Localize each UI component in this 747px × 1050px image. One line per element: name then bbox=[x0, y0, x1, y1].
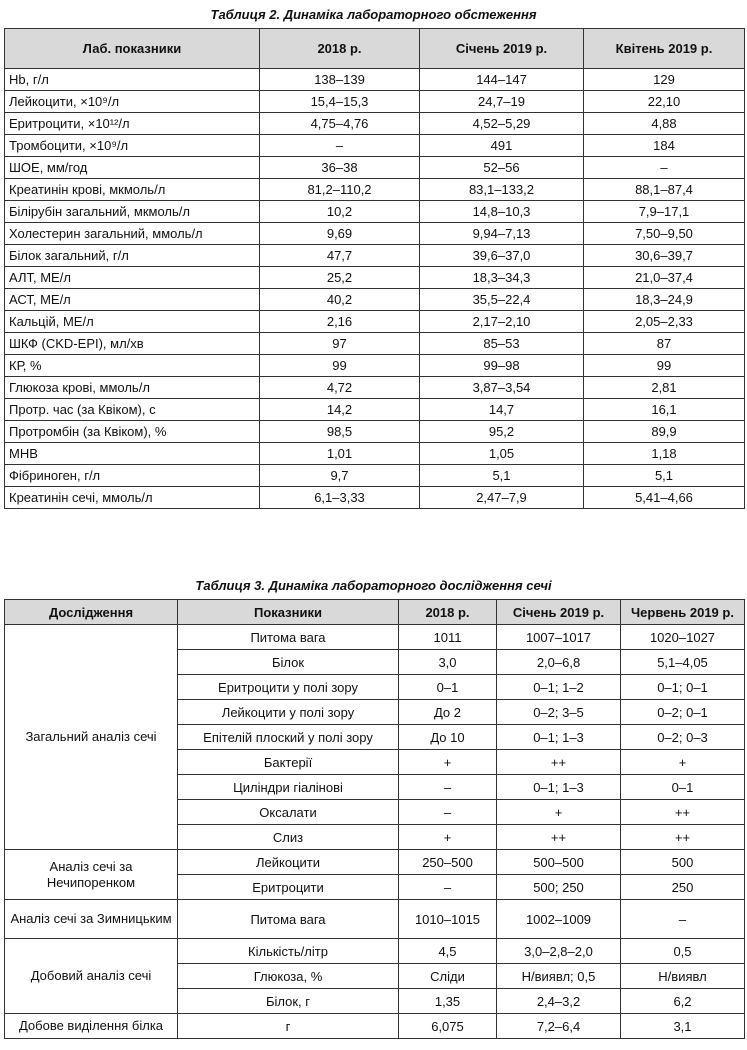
table-cell: 491 bbox=[420, 135, 584, 157]
table-cell: 95,2 bbox=[420, 421, 584, 443]
table-row bbox=[5, 625, 745, 650]
table-cell: + bbox=[497, 800, 621, 825]
table-cell: 2,0–6,8 bbox=[497, 650, 621, 675]
table-cell: 99–98 bbox=[420, 355, 584, 377]
table-cell: 87 bbox=[584, 333, 745, 355]
table-cell: Оксалати bbox=[178, 800, 399, 825]
row-label: АСТ, МЕ/л bbox=[5, 289, 260, 311]
table-cell: 81,2–110,2 bbox=[260, 179, 420, 201]
table-row bbox=[5, 487, 745, 509]
group-label: Аналіз сечі за Нечипоренком bbox=[5, 850, 178, 900]
table-cell: 18,3–24,9 bbox=[584, 289, 745, 311]
table-cell: ++ bbox=[621, 800, 745, 825]
table-cell: 129 bbox=[584, 69, 745, 91]
table-cell: 144–147 bbox=[420, 69, 584, 91]
table-cell: 184 bbox=[584, 135, 745, 157]
table-cell: 7,2–6,4 bbox=[497, 1014, 621, 1039]
table-cell: 2,81 bbox=[584, 377, 745, 399]
table-cell: 88,1–87,4 bbox=[584, 179, 745, 201]
table-row bbox=[5, 465, 745, 487]
table-cell: 6,075 bbox=[399, 1014, 497, 1039]
row-label: МНВ bbox=[5, 443, 260, 465]
table-cell: 250–500 bbox=[399, 850, 497, 875]
table-cell: 138–139 bbox=[260, 69, 420, 91]
table-cell: 14,7 bbox=[420, 399, 584, 421]
table-cell: 85–53 bbox=[420, 333, 584, 355]
table-cell: 9,94–7,13 bbox=[420, 223, 584, 245]
table-row bbox=[5, 69, 745, 91]
column-header: 2018 р. bbox=[260, 29, 420, 69]
row-label: АЛТ, МЕ/л bbox=[5, 267, 260, 289]
table-cell: – bbox=[621, 900, 745, 939]
table-cell: 14,2 bbox=[260, 399, 420, 421]
table-cell: 0–2; 0–1 bbox=[621, 700, 745, 725]
table-cell: 4,72 bbox=[260, 377, 420, 399]
table-cell: 97 bbox=[260, 333, 420, 355]
table-cell: 15,4–15,3 bbox=[260, 91, 420, 113]
table-cell: 500 bbox=[621, 850, 745, 875]
table-cell: 1020–1027 bbox=[621, 625, 745, 650]
table-cell: 2,17–2,10 bbox=[420, 311, 584, 333]
row-label: Холестерин загальний, ммоль/л bbox=[5, 223, 260, 245]
table-cell: 250 bbox=[621, 875, 745, 900]
lab-results-table bbox=[4, 28, 745, 509]
table-cell: Питома вага bbox=[178, 625, 399, 650]
table-cell: 36–38 bbox=[260, 157, 420, 179]
table-row bbox=[5, 399, 745, 421]
table-row bbox=[5, 939, 745, 964]
table-cell: 3,0–2,8–2,0 bbox=[497, 939, 621, 964]
table-cell: 2,16 bbox=[260, 311, 420, 333]
table-2-caption: Таблиця 2. Динаміка лабораторного обстеження bbox=[210, 7, 537, 22]
table-cell: 9,69 bbox=[260, 223, 420, 245]
table-row bbox=[5, 377, 745, 399]
table-cell: 9,7 bbox=[260, 465, 420, 487]
table-cell: 0–1; 1–3 bbox=[497, 775, 621, 800]
table-cell: Питома вага bbox=[178, 900, 399, 939]
table-row bbox=[5, 135, 745, 157]
table-header-row bbox=[5, 600, 745, 625]
column-header: Квітень 2019 р. bbox=[584, 29, 745, 69]
table-cell: Слиз bbox=[178, 825, 399, 850]
table-cell: ++ bbox=[621, 825, 745, 850]
column-header: 2018 р. bbox=[399, 600, 497, 625]
table-row bbox=[5, 245, 745, 267]
table-cell: Глюкоза, % bbox=[178, 964, 399, 989]
table-cell: До 10 bbox=[399, 725, 497, 750]
table-cell: + bbox=[399, 750, 497, 775]
table-row bbox=[5, 443, 745, 465]
row-label: Протромбін (за Квіком), % bbox=[5, 421, 260, 443]
table-row bbox=[5, 421, 745, 443]
table-cell: 1002–1009 bbox=[497, 900, 621, 939]
table-cell: 0–2; 0–3 bbox=[621, 725, 745, 750]
row-label: Кальцій, МЕ/л bbox=[5, 311, 260, 333]
table-cell: 10,2 bbox=[260, 201, 420, 223]
group-label: Аналіз сечі за Зимницьким bbox=[5, 900, 178, 939]
table-cell: 4,88 bbox=[584, 113, 745, 135]
table-cell: 5,41–4,66 bbox=[584, 487, 745, 509]
column-header: Січень 2019 р. bbox=[420, 29, 584, 69]
table-row bbox=[5, 201, 745, 223]
table-cell: 99 bbox=[584, 355, 745, 377]
row-label: Креатинін крові, мкмоль/л bbox=[5, 179, 260, 201]
table-cell: 1010–1015 bbox=[399, 900, 497, 939]
table-cell: 3,0 bbox=[399, 650, 497, 675]
row-label: Білірубін загальний, мкмоль/л bbox=[5, 201, 260, 223]
urine-analysis-table bbox=[4, 599, 745, 1039]
table-cell: 21,0–37,4 bbox=[584, 267, 745, 289]
row-label: Hb, г/л bbox=[5, 69, 260, 91]
table-cell: Білок bbox=[178, 650, 399, 675]
table-cell: 7,9–17,1 bbox=[584, 201, 745, 223]
table-cell: 3,87–3,54 bbox=[420, 377, 584, 399]
row-label: ШОЕ, мм/год bbox=[5, 157, 260, 179]
table-cell: – bbox=[399, 775, 497, 800]
table-cell: Еритроцити bbox=[178, 875, 399, 900]
table-cell: 5,1–4,05 bbox=[621, 650, 745, 675]
table-cell: 1,35 bbox=[399, 989, 497, 1014]
table-cell: 6,2 bbox=[621, 989, 745, 1014]
row-label: Креатинін сечі, ммоль/л bbox=[5, 487, 260, 509]
row-label: Тромбоцити, ×10⁹/л bbox=[5, 135, 260, 157]
group-label: Добовий аналіз сечі bbox=[5, 939, 178, 1014]
table-cell: ++ bbox=[497, 750, 621, 775]
table-cell: 0,5 bbox=[621, 939, 745, 964]
table-cell: 0–1 bbox=[621, 775, 745, 800]
table-cell: + bbox=[399, 825, 497, 850]
table-cell: 52–56 bbox=[420, 157, 584, 179]
column-header: Січень 2019 р. bbox=[497, 600, 621, 625]
table-cell: 6,1–3,33 bbox=[260, 487, 420, 509]
table-cell: 14,8–10,3 bbox=[420, 201, 584, 223]
table-cell: 2,4–3,2 bbox=[497, 989, 621, 1014]
table-cell: Лейкоцити bbox=[178, 850, 399, 875]
table-cell: – bbox=[260, 135, 420, 157]
column-header: Лаб. показники bbox=[5, 29, 260, 69]
table-cell: 2,47–7,9 bbox=[420, 487, 584, 509]
table-cell: 4,75–4,76 bbox=[260, 113, 420, 135]
table-cell: 1,05 bbox=[420, 443, 584, 465]
row-label: Фібриноген, г/л bbox=[5, 465, 260, 487]
row-label: Білок загальний, г/л bbox=[5, 245, 260, 267]
table-cell: 18,3–34,3 bbox=[420, 267, 584, 289]
table-cell: 4,5 bbox=[399, 939, 497, 964]
table-cell: 0–1; 1–3 bbox=[497, 725, 621, 750]
table-cell: Епітелій плоский у полі зору bbox=[178, 725, 399, 750]
table-3-caption: Таблиця 3. Динаміка лабораторного дослідження сечі bbox=[195, 578, 552, 593]
table-row bbox=[5, 267, 745, 289]
table-cell: 7,50–9,50 bbox=[584, 223, 745, 245]
table-cell: + bbox=[621, 750, 745, 775]
table-cell: 4,52–5,29 bbox=[420, 113, 584, 135]
table-cell: 98,5 bbox=[260, 421, 420, 443]
table-cell: 83,1–133,2 bbox=[420, 179, 584, 201]
table-cell: 25,2 bbox=[260, 267, 420, 289]
table-cell: Циліндри гіалінові bbox=[178, 775, 399, 800]
row-label: Глюкоза крові, ммоль/л bbox=[5, 377, 260, 399]
table-cell: 5,1 bbox=[584, 465, 745, 487]
table-header-row bbox=[5, 29, 745, 69]
table-cell: 1,18 bbox=[584, 443, 745, 465]
table-cell: 0–1; 0–1 bbox=[621, 675, 745, 700]
table-cell: До 2 bbox=[399, 700, 497, 725]
group-label: Добове виділення білка bbox=[5, 1014, 178, 1039]
group-label: Загальний аналіз сечі bbox=[5, 625, 178, 850]
table-cell: 0–2; 3–5 bbox=[497, 700, 621, 725]
table-row bbox=[5, 355, 745, 377]
table-cell: 500; 250 bbox=[497, 875, 621, 900]
row-label: Лейкоцити, ×10⁹/л bbox=[5, 91, 260, 113]
table-cell: Еритроцити у полі зору bbox=[178, 675, 399, 700]
table-row bbox=[5, 157, 745, 179]
table-cell: Н/виявл; 0,5 bbox=[497, 964, 621, 989]
table-cell: 89,9 bbox=[584, 421, 745, 443]
table-cell: 1,01 bbox=[260, 443, 420, 465]
table-cell: Білок, г bbox=[178, 989, 399, 1014]
table-cell: Бактерії bbox=[178, 750, 399, 775]
table-cell: 1007–1017 bbox=[497, 625, 621, 650]
table-cell: 1011 bbox=[399, 625, 497, 650]
table-cell: 16,1 bbox=[584, 399, 745, 421]
table-cell: – bbox=[584, 157, 745, 179]
table-cell: ++ bbox=[497, 825, 621, 850]
table-cell: 39,6–37,0 bbox=[420, 245, 584, 267]
table-cell: 3,1 bbox=[621, 1014, 745, 1039]
table-cell: 0–1; 1–2 bbox=[497, 675, 621, 700]
table-cell: 30,6–39,7 bbox=[584, 245, 745, 267]
table-cell: 99 bbox=[260, 355, 420, 377]
table-cell: 47,7 bbox=[260, 245, 420, 267]
table-cell: Кількість/літр bbox=[178, 939, 399, 964]
table-cell: – bbox=[399, 800, 497, 825]
table-row bbox=[5, 223, 745, 245]
table-cell: 35,5–22,4 bbox=[420, 289, 584, 311]
row-label: Протр. час (за Квіком), с bbox=[5, 399, 260, 421]
row-label: КР, % bbox=[5, 355, 260, 377]
column-header: Показники bbox=[178, 600, 399, 625]
table-row bbox=[5, 91, 745, 113]
table-cell: 0–1 bbox=[399, 675, 497, 700]
table-row bbox=[5, 1014, 745, 1039]
table-row bbox=[5, 289, 745, 311]
table-cell: 2,05–2,33 bbox=[584, 311, 745, 333]
row-label: ШКФ (CKD-EPI), мл/хв bbox=[5, 333, 260, 355]
table-cell: г bbox=[178, 1014, 399, 1039]
table-cell: 22,10 bbox=[584, 91, 745, 113]
table-row bbox=[5, 850, 745, 875]
table-row bbox=[5, 900, 745, 939]
table-cell: 24,7–19 bbox=[420, 91, 584, 113]
table-row bbox=[5, 311, 745, 333]
table-cell: Н/виявл bbox=[621, 964, 745, 989]
table-cell: 500–500 bbox=[497, 850, 621, 875]
column-header: Червень 2019 р. bbox=[621, 600, 745, 625]
table-row bbox=[5, 179, 745, 201]
row-label: Еритроцити, ×10¹²/л bbox=[5, 113, 260, 135]
table-row bbox=[5, 113, 745, 135]
table-cell: – bbox=[399, 875, 497, 900]
table-cell: Лейкоцити у полі зору bbox=[178, 700, 399, 725]
table-cell: 40,2 bbox=[260, 289, 420, 311]
table-cell: Сліди bbox=[399, 964, 497, 989]
column-header: Дослідження bbox=[5, 600, 178, 625]
table-cell: 5,1 bbox=[420, 465, 584, 487]
table-row bbox=[5, 333, 745, 355]
